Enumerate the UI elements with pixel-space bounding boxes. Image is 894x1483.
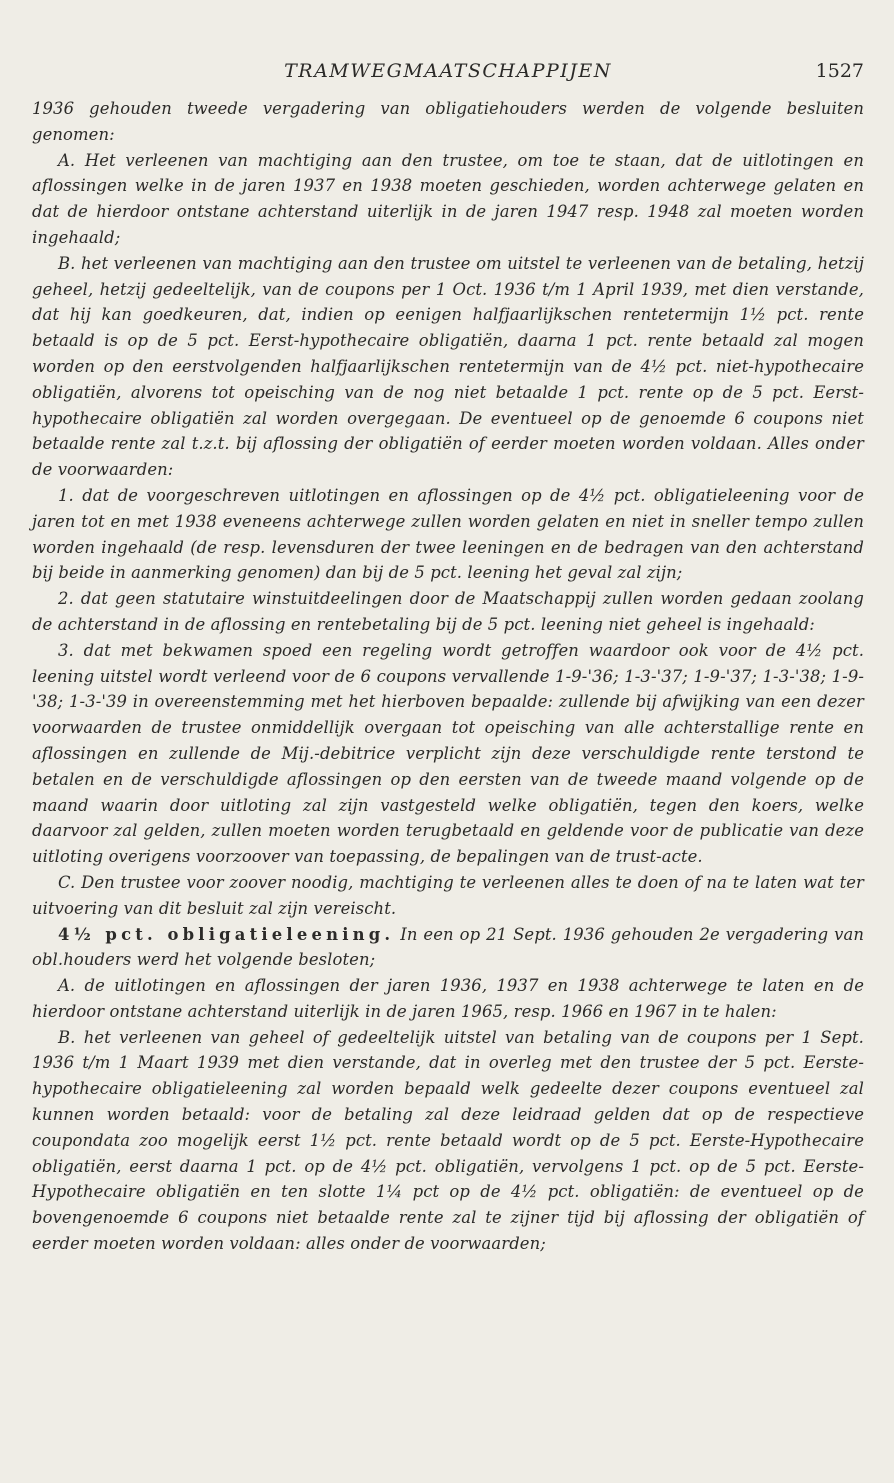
paragraph-a: A. Het verleenen van machtiging aan den trustee, om toe te staan, dat de uitlotingen en aflossingen welke in de jaren 1937 en 1938 moeten geschieden, worden achterwege gelaten en dat de hierdoor ontstane achterstand uiterlijk in de jaren 1947 resp. 1948 zal moeten worden ingehaald; [32,150,864,247]
paragraph-intro: 1936 gehouden tweede vergadering van obligatiehouders werden de volgende besluiten genomen: [32,99,864,144]
running-title: TRAMWEGMAATSCHAPPIJEN [284,60,612,82]
section-lead: 4½ pct. obligatieleening. [58,924,395,944]
body-text [32,96,864,1257]
section-heading-paragraph [32,922,864,974]
page-number: 1527 [815,60,864,82]
condition-2: 2. dat geen statutaire winstuitdeelingen door de Maatschappij zullen worden gedaan zoolang de achterstand in de aflossing en rentebetaling bij de 5 pct. leening niet geheel is ingehaald: [32,589,864,634]
paragraph-c: C. Den trustee voor zoover noodig, machtiging te verleenen alles te doen of na te laten wat ter uitvoering van dit besluit zal zijn vereischt. [32,872,864,918]
condition-1: 1. dat de voorgeschreven uitlotingen en aflossingen op de 4½ pct. obligatieleening voor de jaren tot en met 1938 eveneens achterwege zullen worden gelaten en niet in sneller tempo zullen worden ingehaald (de resp. levensduren der twee leeningen en de bedragen van den achterstand bij beide in aanmerking genomen) dan bij de 5 pct. leening het geval zal zijn; [32,485,864,583]
page-header [32,60,864,88]
condition-3: 3. dat met bekwamen spoed een regeling wordt getroffen waardoor ook voor de 4½ pct. leening uitstel wordt verleend voor de 6 coupons vervallende 1-9-'36; 1-3-'37; 1-9-'37; 1-3-'38; 1-9-'38; 1-3-'39 in overeenstemming met het hierboven bepaalde: zullende bij afwijking van een dezer voorwaarden de trustee onmiddellijk overgaan tot opeisching van alle achterstallige rente en aflossingen en zullende de Mij.-debitrice verplicht zijn deze verschuldigde rente terstond te betalen en de verschuldigde aflossingen op den eersten van de tweede maand volgende op de maand waarin door uitloting zal zijn vastgesteld welke obligatiën, tegen den koers, welke daarvoor zal gelden, zullen moeten worden terugbetaald en geldende voor de publicatie van deze uitloting overigens voorzoover van toepassing, de bepalingen van de trust-acte. [32,640,864,867]
paragraph-b: B. het verleenen van machtiging aan den trustee om uitstel te verleenen van de betaling, hetzij geheel, hetzij gedeeltelijk, van de coupons per 1 Oct. 1936 t/m 1 April 1939, met dien verstande, dat hij kan goedkeuren, dat, indien op eenigen halfjaarlijkschen rentetermijn 1½ pct. rente betaald is op de 5 pct. Eerst-hypothecaire obligatiën, daarna 1 pct. rente betaald zal mogen worden op den eerstvolgenden halfjaarlijkschen rentetermijn van de 4½ pct. niet-hypothecaire obligatiën, alvorens tot opeisching van de nog niet betaalde 1 pct. rente op de 5 pct. Eerst-hypothecaire obligatiën zal worden overgegaan. De eventueel op de genoemde 6 coupons niet betaalde rente zal t.z.t. bij aflossing der obligatiën of eerder moeten worden voldaan. Alles onder de voorwaarden: [32,253,864,480]
section-lead-text: In een op 21 Sept. 1936 gehouden 2e vergadering van obl.houders werd het volgende besloten; [32,924,865,970]
paragraph-b-2: B. het verleenen van geheel of gedeeltelijk uitstel van betaling van de coupons per 1 Sept. 1936 t/m 1 Maart 1939 met dien verstande, dat in overleg met den trustee der 5 pct. Eerste-hypothecaire obligatieleening zal worden bepaald welk gedeelte dezer coupons eventueel zal kunnen worden betaald: voor de betaling zal deze leidraad gelden dat op de respectieve coupondata zoo mogelijk eerst 1½ pct. rente betaald wordt op de 5 pct. Eerste-Hypothecaire obligatiën, eerst daarna 1 pct. op de 4½ pct. obligatiën, vervolgens 1 pct. op de 5 pct. Eerste-Hypothecaire obligatiën en ten slotte 1¼ pct op de 4½ pct. obligatiën: de eventueel op de bovengenoemde 6 coupons niet betaalde rente zal te zijner tijd bij aflossing der obligatiën of eerder moeten worden voldaan: alles onder de voorwaarden; [32,1027,864,1254]
paragraph-a-2: A. de uitlotingen en aflossingen der jaren 1936, 1937 en 1938 achterwege te laten en de hierdoor ontstane achterstand uiterlijk in de jaren 1965, resp. 1966 en 1967 in te halen: [32,976,864,1021]
